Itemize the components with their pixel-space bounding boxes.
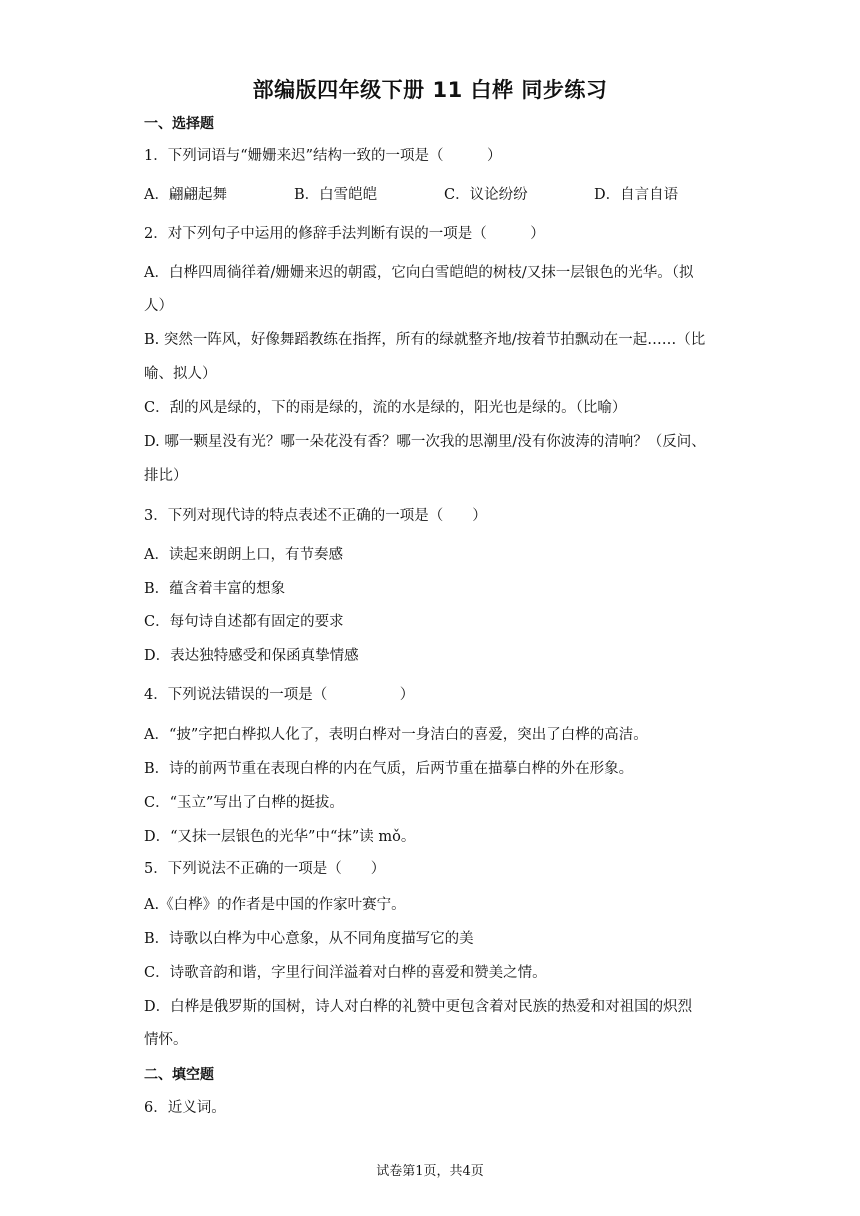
question-4-option-c: C．“玉立”写出了白桦的挺拔。 (144, 795, 344, 811)
question-5-stem: 5．下列说法不正确的一项是（ ） (144, 861, 386, 877)
question-3-stem: 3．下列对现代诗的特点表述不正确的一项是（ ） (144, 508, 487, 524)
question-2-option-a-line1: A．白桦四周徜徉着/姗姗来迟的朝霞，它向白雪皑皑的树枝/又抹一层银色的光华。（拟 (144, 265, 694, 281)
question-2-option-c: C．刮的风是绿的，下的雨是绿的，流的水是绿的，阳光也是绿的。（比喻） (144, 400, 627, 416)
question-3-option-a: A．读起来朗朗上口，有节奏感 (144, 547, 343, 563)
question-2-option-d-line2: 排比） (144, 468, 188, 484)
question-2-option-a-line2: 人） (144, 298, 173, 314)
question-2-option-b-line1: B. 突然一阵风，好像舞蹈教练在指挥，所有的绿就整齐地/按着节拍飘动在一起……（比 (144, 332, 706, 348)
question-2-option-b-line2: 喻、拟人） (144, 366, 217, 382)
question-4-option-a: A．“披”字把白桦拟人化了，表明白桦对一身洁白的喜爱，突出了白桦的高洁。 (144, 727, 648, 743)
question-5-option-a: A.《白桦》的作者是中国的作家叶赛宁。 (144, 897, 406, 913)
question-3-option-d: D．表达独特感受和保函真挚情感 (144, 648, 359, 664)
question-1-stem: 1．下列词语与“姗姗来迟”结构一致的一项是（ ） (144, 148, 502, 164)
question-5-option-d-line1: D．白桦是俄罗斯的国树，诗人对白桦的礼赞中更包含着对民族的热爱和对祖国的炽烈 (144, 999, 693, 1015)
question-2-option-d-line1: D. 哪一颗星没有光？哪一朵花没有香？哪一次我的思潮里/没有你波涛的清响？（反问、 (144, 434, 706, 450)
question-1-option-c: C．议论纷纷 (444, 187, 528, 203)
section-heading-fill-blank: 二、填空题 (144, 1067, 214, 1083)
page-footer: 试卷第1页，共4页 (376, 1164, 484, 1179)
question-4-stem: 4．下列说法错误的一项是（ ） (144, 687, 415, 703)
question-3-option-c: C．每句诗自述都有固定的要求 (144, 614, 344, 630)
question-4-option-b: B．诗的前两节重在表现白桦的内在气质，后两节重在描摹白桦的外在形象。 (144, 761, 634, 777)
question-1-option-d: D．自言自语 (594, 187, 679, 203)
section-heading-choice: 一、选择题 (144, 116, 214, 132)
page-title: 部编版四年级下册 11 白桦 同步练习 (252, 78, 608, 102)
question-3-option-b: B．蕴含着丰富的想象 (144, 581, 286, 597)
question-2-stem: 2．对下列句子中运用的修辞手法判断有误的一项是（ ） (144, 226, 545, 242)
question-5-option-b: B．诗歌以白桦为中心意象，从不同角度描写它的美 (144, 931, 474, 947)
question-1-option-b: B．白雪皑皑 (294, 187, 378, 203)
question-5-option-c: C．诗歌音韵和谐，字里行间洋溢着对白桦的喜爱和赞美之情。 (144, 965, 547, 981)
question-5-option-d-line2: 情怀。 (144, 1032, 188, 1048)
question-6-stem: 6．近义词。 (144, 1100, 226, 1116)
question-4-option-d: D．“又抹一层银色的光华”中“抹”读 mǒ。 (144, 829, 416, 845)
question-1-option-a: A．翩翩起舞 (144, 187, 227, 203)
